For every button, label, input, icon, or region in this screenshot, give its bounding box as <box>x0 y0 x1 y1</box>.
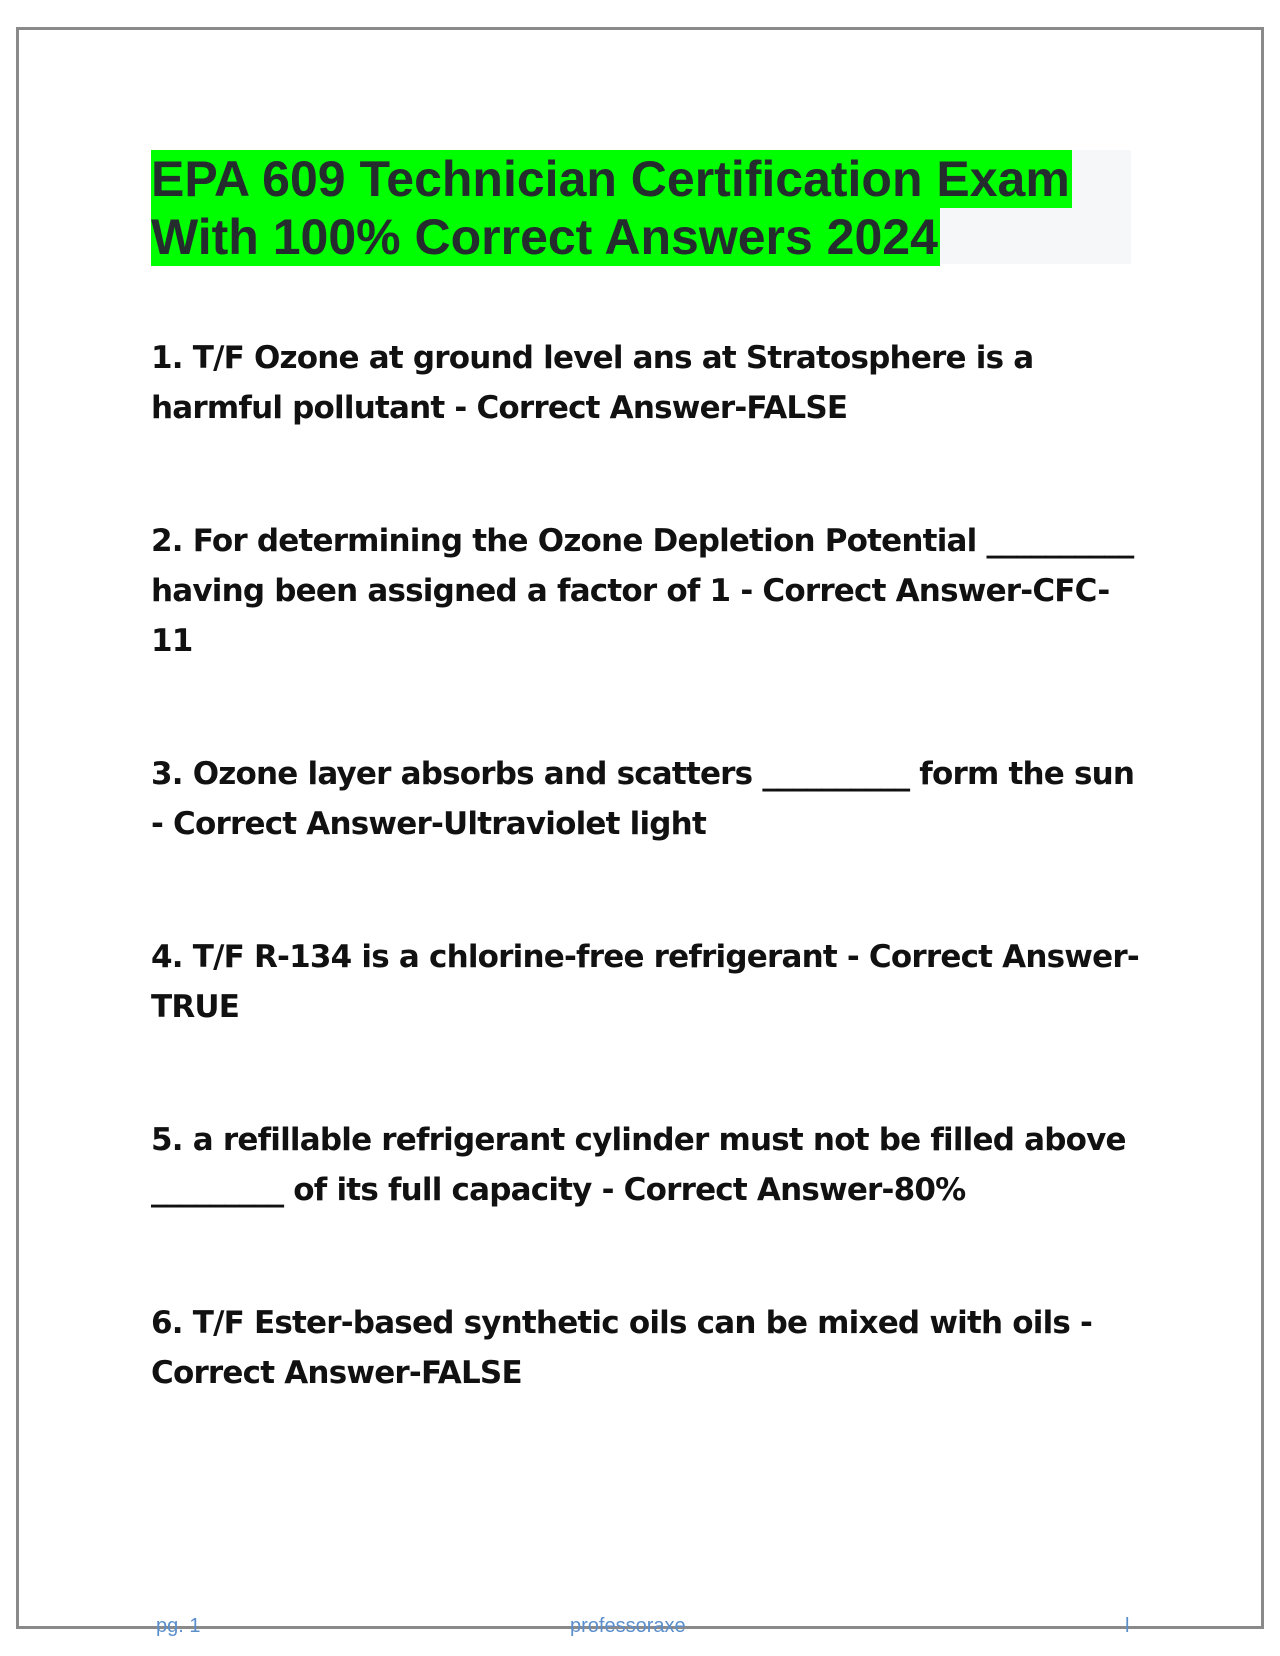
question-4: 4. T/F R-134 is a chlorine-free refrigerant - Correct Answer-TRUE <box>151 939 1139 1025</box>
question-6: 6. T/F Ester-based synthetic oils can be mixed with oils - Correct Answer-FALSE <box>151 1305 1093 1391</box>
question-list <box>151 333 1141 1481</box>
title-line-1: EPA 609 Technician Certification Exam <box>151 151 1070 207</box>
question-2: 2. For determining the Ozone Depletion Potential __________ having been assigned a factor of 1 - Correct Answer-CFC-11 <box>151 523 1134 659</box>
question-1: 1. T/F Ozone at ground level ans at Stratosphere is a harmful pollutant - Correct Answer-FALSE <box>151 340 1034 426</box>
footer-page-number: pg. 1 <box>156 1615 201 1637</box>
footer-right-mark: l <box>1125 1615 1130 1637</box>
title-line-2: With 100% Correct Answers 2024 <box>151 209 938 265</box>
footer-author: professoraxe <box>570 1615 686 1637</box>
question-5: 5. a refillable refrigerant cylinder must not be filled above _________ of its full capacity - Correct Answer-80% <box>151 1122 1126 1208</box>
document-title <box>151 150 1131 264</box>
question-3: 3. Ozone layer absorbs and scatters __________ form the sun - Correct Answer-Ultraviolet light <box>151 756 1135 842</box>
